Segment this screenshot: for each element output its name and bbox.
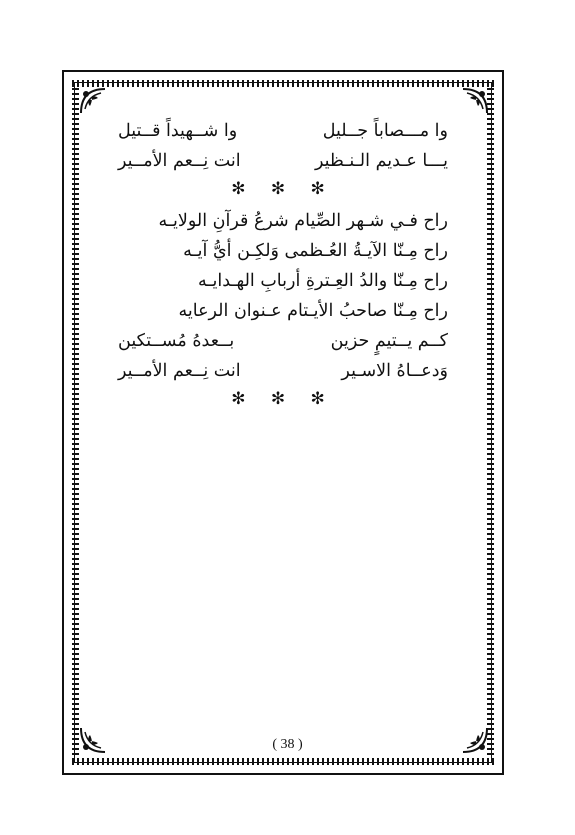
- verse-hemistich: كــم يــتيمٍ حزين: [330, 331, 448, 351]
- verse-hemistich: وا مـــصاباً جــليل: [322, 121, 448, 141]
- page-number: ( 38 ): [272, 737, 303, 752]
- poem-verse: [118, 146, 448, 176]
- poem-body: [118, 116, 448, 416]
- verse-hemistich: وَدعــاهُ الاسـير: [341, 361, 448, 381]
- verse-hemistich: وا شــهيداً قــتيل: [118, 121, 238, 141]
- poem-verse: راح فـي شـهر الصِّيام شرعُ قرآنِ الولايـه: [158, 211, 448, 231]
- verse-hemistich: انت نِــعم الأمــير: [118, 361, 241, 381]
- poem-verse: راح مِـنّا والدُ العِـترةِ أربابِ الهـدايـه: [197, 271, 448, 291]
- verse-hemistich: يـــا عـديم الـنـظير: [314, 151, 448, 171]
- stanza-separator: ✻ ✻ ✻: [231, 389, 335, 409]
- poem-verse: [118, 116, 448, 146]
- corner-ornament-icon: [460, 86, 490, 116]
- poem-verse: راح مِـنّا الآيـةُ العُـظمى وَلكِـن أيُّ آيـه: [183, 241, 448, 261]
- corner-ornament-icon: [78, 86, 108, 116]
- poem-verse: [118, 356, 448, 386]
- poem-verse: راح مِـنّا صاحبُ الأيـتام عـنوان الرعايه: [178, 301, 448, 321]
- verse-hemistich: بــعدهُ مُســتكين: [118, 331, 235, 351]
- verse-hemistich: انت نِــعم الأمــير: [118, 151, 241, 171]
- poem-verse: [118, 326, 448, 356]
- stanza-separator: ✻ ✻ ✻: [231, 179, 335, 199]
